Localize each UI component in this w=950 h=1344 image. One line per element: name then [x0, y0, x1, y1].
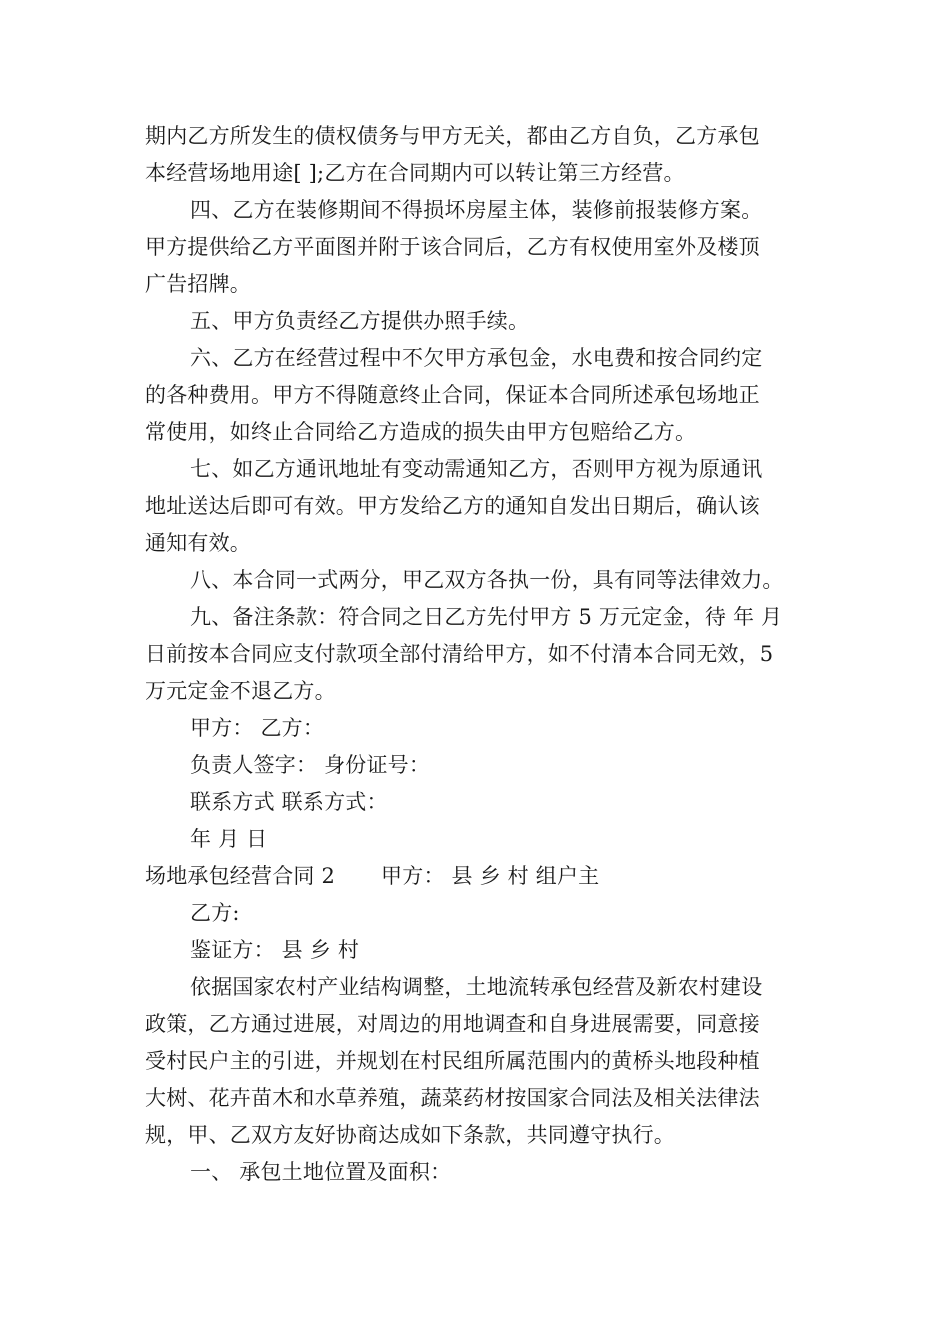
- clause-6: 六、乙方在经营过程中不欠甲方承包金，水电费和按合同约定: [190, 346, 763, 370]
- text-line: 通知有效。: [145, 531, 251, 555]
- text-line: 的各种费用。甲方不得随意终止合同，保证本合同所述承包场地正: [145, 383, 760, 407]
- signature-contact-line: 联系方式 联系方式：: [190, 790, 388, 814]
- text-line: 政策，乙方通过进展，对周边的用地调查和自身进展需要，同意接: [145, 1012, 760, 1036]
- text-line: 大树、花卉苗木和水草养殖，蔬菜药材按国家合同法及相关法律法: [145, 1086, 760, 1110]
- clause-5: 五、甲方负责经乙方提供办照手续。: [190, 309, 530, 333]
- text-line: 地址送达后即可有效。甲方发给乙方的通知自发出日期后，确认该: [145, 494, 760, 518]
- section-2-title: 场地承包经营合同 2: [145, 864, 336, 888]
- text-line: 万元定金不退乙方。: [145, 679, 336, 703]
- text-line: 日前按本合同应支付款项全部付清给甲方，如不付清本合同无效，5: [145, 642, 774, 666]
- text-line: 甲方提供给乙方平面图并附于该合同后，乙方有权使用室外及楼顶: [145, 235, 760, 259]
- text-line: 常使用，如终止合同给乙方造成的损失由甲方包赔给乙方。: [145, 420, 697, 444]
- text-line: 本经营场地用途[ ];乙方在合同期内可以转让第三方经营。: [145, 161, 685, 185]
- text-line: 规，甲、乙双方友好协商达成如下条款，共同遵守执行。: [145, 1123, 675, 1147]
- document-page: [145, 118, 807, 1191]
- signature-party-line: 甲方： 乙方：: [190, 716, 325, 740]
- section-2-heading-line: [145, 858, 807, 895]
- preamble-line: 依据国家农村产业结构调整，土地流转承包经营及新农村建设: [190, 975, 763, 999]
- clause-7: 七、如乙方通讯地址有变动需通知乙方，否则甲方视为原通讯: [190, 457, 763, 481]
- party-b-line: 乙方:: [190, 901, 240, 925]
- clause-1-heading: 一、 承包土地位置及面积：: [190, 1160, 452, 1184]
- text-line: 受村民户主的引进，并规划在村民组所属范围内的黄桥头地段种植: [145, 1049, 760, 1073]
- clause-8: 八、本合同一式两分，甲乙双方各执一份，具有同等法律效力。: [190, 568, 784, 592]
- text-line: 广告招牌。: [145, 272, 251, 296]
- text-line: 期内乙方所发生的债权债务与甲方无关，都由乙方自负，乙方承包: [145, 124, 760, 148]
- section-2-party-a: 甲方： 县 乡 村 组户主: [381, 864, 600, 888]
- witness-line: 鉴证方： 县 乡 村: [190, 938, 360, 962]
- signature-date-line: 年 月 日: [190, 827, 268, 851]
- signature-id-line: 负责人签字： 身份证号：: [190, 753, 431, 777]
- clause-4: 四、乙方在装修期间不得损坏房屋主体，装修前报装修方案。: [190, 198, 763, 222]
- clause-9: 九、备注条款：符合同之日乙方先付甲方 5 万元定金，待 年 月: [190, 605, 783, 629]
